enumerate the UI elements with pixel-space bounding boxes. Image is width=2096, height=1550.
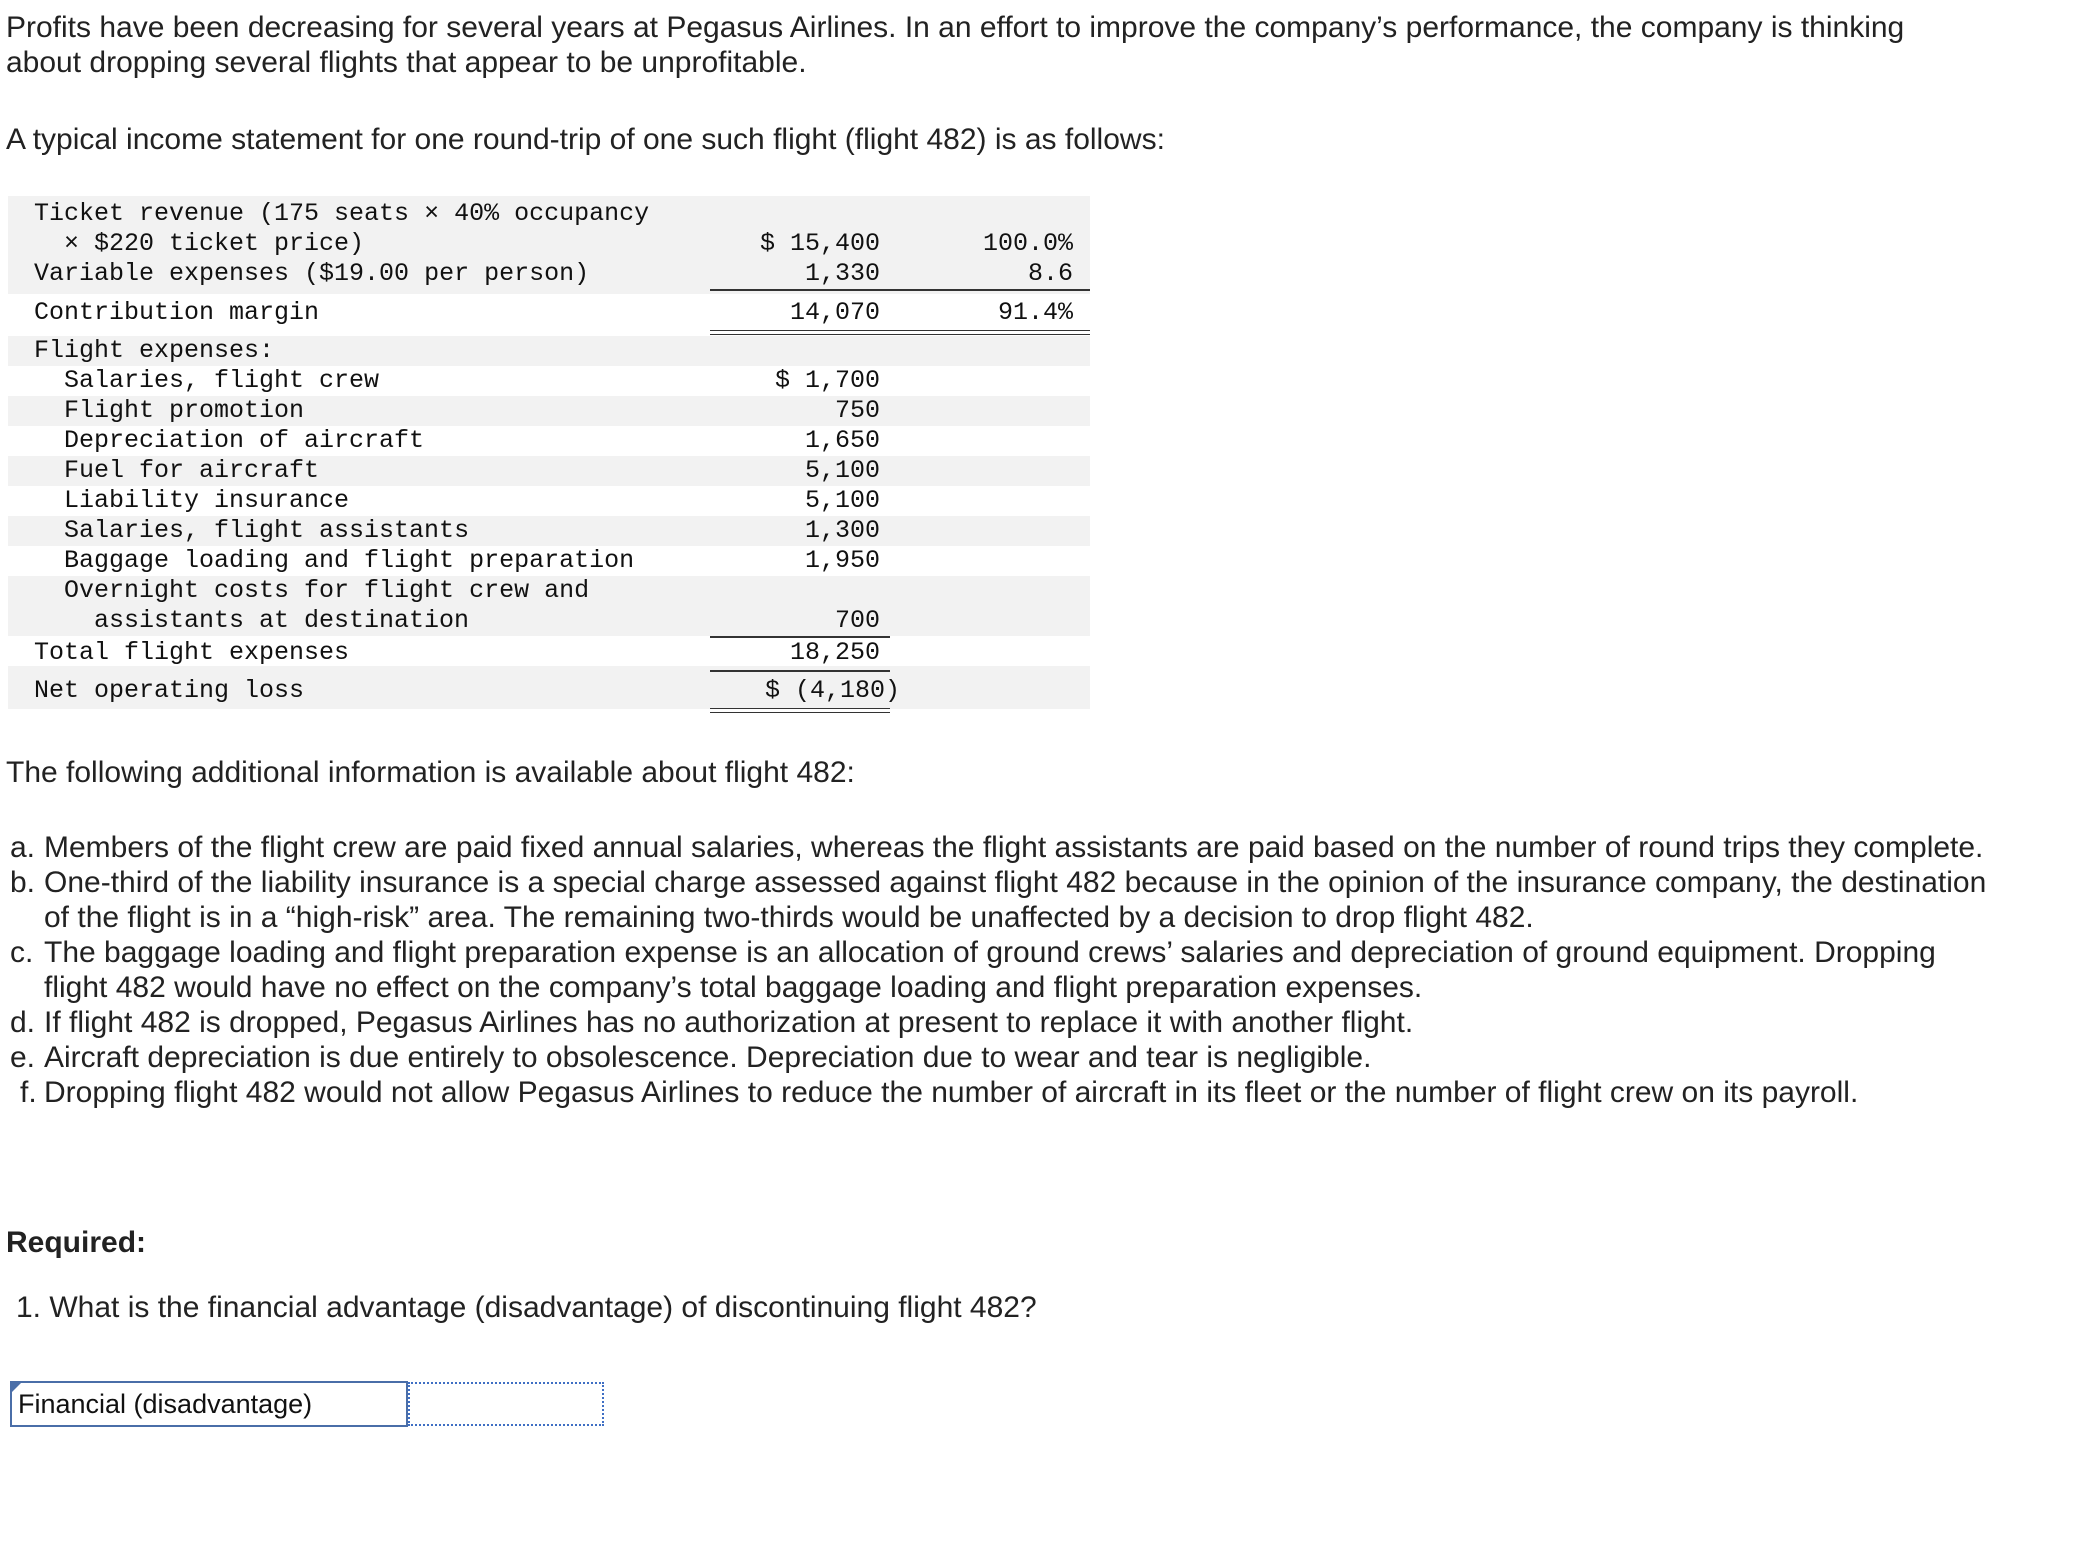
variable-expenses-percent: 8.6	[1027, 259, 1073, 288]
contribution-margin-label: Contribution margin	[34, 298, 320, 327]
list-marker: c.	[10, 936, 34, 969]
expense-label: Liability insurance	[64, 486, 350, 515]
total-flight-expenses-label: Total flight expenses	[34, 638, 350, 667]
expense-amount: $ 1,700	[774, 366, 880, 395]
list-marker: e.	[10, 1041, 36, 1074]
variable-expenses-amount: 1,330	[804, 259, 880, 288]
flight-expenses-heading: Flight expenses:	[34, 336, 275, 365]
expense-label-cont: assistants at destination	[94, 606, 470, 635]
list-item	[0, 935, 1990, 1005]
expense-label: Flight promotion	[64, 396, 305, 425]
additional-info-intro: The following additional information is available about flight 482:	[6, 756, 855, 789]
list-marker: b.	[10, 866, 36, 899]
net-operating-loss-label: Net operating loss	[34, 676, 305, 705]
ticket-revenue-amount: $ 15,400	[759, 229, 880, 258]
list-item-text: One-third of the liability insurance is a special charge assessed against flight 482 because in the opinion of the insurance company, the destination of the flight is in a “high-risk” area. The remaining two-thirds would be unaffected by a decision to drop flight 482.	[44, 866, 1987, 934]
ticket-revenue-label: Ticket revenue (175 seats × 40% occupancy	[34, 199, 650, 228]
expense-amount: 1,300	[804, 516, 880, 545]
expense-amount: 5,100	[804, 486, 880, 515]
subtotal-rule	[710, 670, 890, 672]
expense-amount: 5,100	[804, 456, 880, 485]
expense-label: Depreciation of aircraft	[64, 426, 425, 455]
double-rule	[710, 330, 1090, 335]
expense-label: Salaries, flight assistants	[64, 516, 470, 545]
list-item	[0, 865, 1990, 935]
list-marker: f.	[20, 1076, 37, 1109]
total-flight-expenses-amount: 18,250	[789, 638, 880, 667]
answer-label: Financial (disadvantage)	[10, 1381, 408, 1427]
list-item	[0, 830, 1990, 865]
list-marker: a.	[10, 831, 36, 864]
required-heading: Required:	[6, 1226, 147, 1259]
income-statement-table	[0, 196, 1100, 721]
list-item-text: Members of the flight crew are paid fixed annual salaries, whereas the flight assistants are paid based on the number of round trips they complete.	[44, 831, 1984, 864]
double-rule	[710, 708, 890, 713]
question-1: 1. What is the financial advantage (disadvantage) of discontinuing flight 482?	[16, 1291, 1037, 1324]
list-item	[0, 1040, 1990, 1075]
expense-amount: 700	[834, 606, 880, 635]
corner-marker-icon	[12, 1383, 21, 1392]
list-item	[0, 1005, 1990, 1040]
contribution-margin-amount: 14,070	[789, 298, 880, 327]
list-item-text: The baggage loading and flight preparation expense is an allocation of ground crews’ salaries and depreciation of ground equipment. Dropping flight 482 would have no effect on the company’s total baggage loading and flight preparation expenses.	[44, 936, 1936, 1004]
financial-advantage-input[interactable]	[408, 1382, 604, 1426]
intro-paragraph: Profits have been decreasing for several years at Pegasus Airlines. In an effort to improve the company’s performance, the company is thinking about dropping several flights that appear to be unprofitable.	[6, 11, 1905, 79]
expense-label: Overnight costs for flight crew and	[64, 576, 590, 605]
expense-label: Fuel for aircraft	[64, 456, 320, 485]
ticket-revenue-label-cont: × $220 ticket price)	[64, 229, 365, 258]
variable-expenses-label: Variable expenses ($19.00 per person)	[34, 259, 590, 288]
expense-amount: 1,950	[804, 546, 880, 575]
contribution-margin-percent: 91.4%	[997, 298, 1073, 327]
ticket-revenue-percent: 100.0%	[982, 229, 1073, 258]
expense-amount: 750	[834, 396, 880, 425]
subtotal-rule	[710, 289, 1090, 291]
list-item-text: Aircraft depreciation is due entirely to obsolescence. Depreciation due to wear and tear is negligible.	[44, 1041, 1372, 1074]
typical-statement-intro: A typical income statement for one round-trip of one such flight (flight 482) is as follows:	[6, 123, 1165, 156]
expense-label: Salaries, flight crew	[64, 366, 380, 395]
expense-amount: 1,650	[804, 426, 880, 455]
list-item-text: If flight 482 is dropped, Pegasus Airlines has no authorization at present to replace it with another flight.	[44, 1006, 1414, 1039]
expense-label: Baggage loading and flight preparation	[64, 546, 635, 575]
list-item-text: Dropping flight 482 would not allow Pegasus Airlines to reduce the number of aircraft in its fleet or the number of flight crew on its payroll.	[44, 1076, 1859, 1109]
list-item	[0, 1075, 1990, 1110]
net-operating-loss-amount: $ (4,180)	[764, 676, 900, 705]
list-marker: d.	[10, 1006, 36, 1039]
additional-info-list	[0, 830, 1990, 1110]
